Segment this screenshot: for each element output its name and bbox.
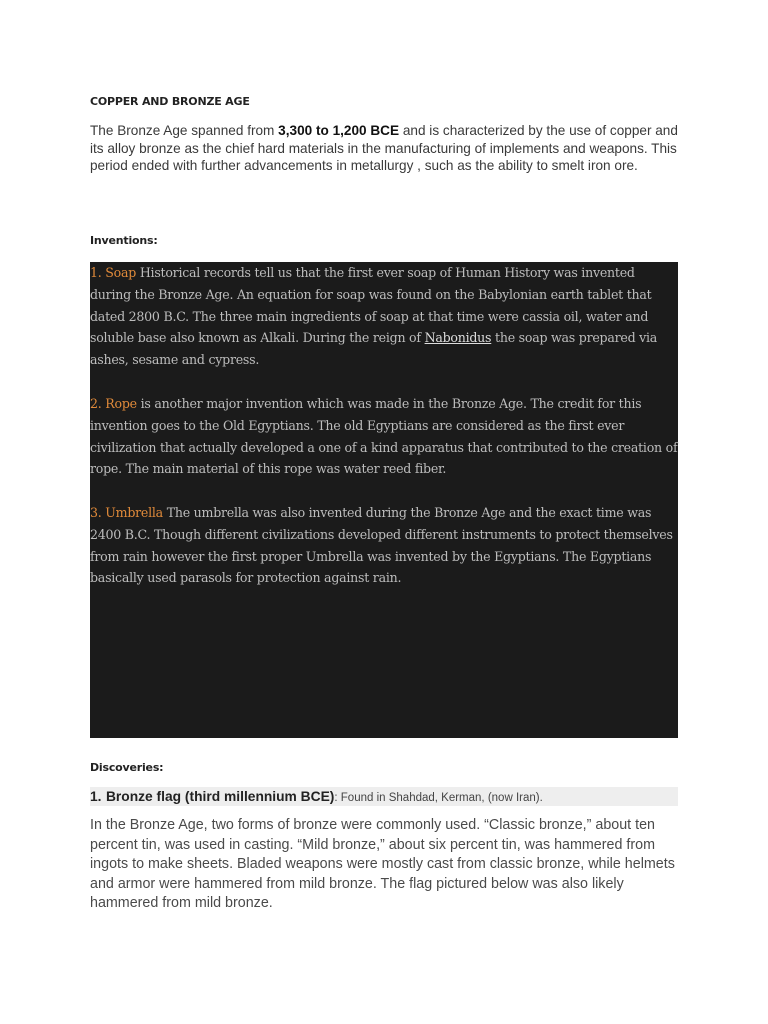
- invention-label: 3. Umbrella: [90, 505, 163, 520]
- invention-text: Historical records tell us that the first ever soap of Human History was invented during the Bronze Age. An equation for soap was found on the Babylonian earth tablet that dated 2800 B.C. The three main ingredients of soap at that time were cassia oil, water and soluble base also known as Alkali. During the reign of: [90, 265, 652, 346]
- invention-rope: [90, 393, 678, 480]
- document-title: COPPER AND BRONZE AGE: [90, 95, 250, 108]
- discoveries-heading: Discoveries:: [90, 761, 164, 774]
- intro-text-end: and is characterized by the use of copper and its alloy bronze as the chief hard materials in the manufacturing of implements and weapons. This period ended with further advancements in metallurgy , such as the ability to smelt iron ore.: [90, 123, 678, 173]
- intro-paragraph: [90, 122, 680, 175]
- invention-text: is another major invention which was made in the Bronze Age. The credit for this invention goes to the Old Egyptians. The old Egyptians are considered as the first ever civilization that actually developed a one of a kind apparatus that contributed to the creation of rope. The main material of this rope was water reed fiber.: [90, 396, 678, 477]
- invention-label: 1. Soap: [90, 265, 137, 280]
- invention-text-end: the soap was prepared via ashes, sesame and cypress.: [90, 330, 658, 368]
- inventions-panel: [90, 262, 678, 738]
- inventions-heading: Inventions:: [90, 234, 158, 247]
- intro-date-range: 3,300 to 1,200 BCE: [278, 123, 400, 138]
- invention-soap: [90, 262, 678, 371]
- intro-text-start: The Bronze Age spanned from: [90, 123, 279, 138]
- discovery-location: : Found in Shahdad, Kerman, (now Iran).: [334, 792, 543, 804]
- invention-label: 2. Rope: [90, 396, 137, 411]
- discovery-title: Bronze flag (third millennium BCE): [105, 789, 335, 804]
- invention-umbrella: [90, 502, 678, 589]
- invention-text: The umbrella was also invented during the Bronze Age and the exact time was 2400 B.C. Though different civilizations developed different instruments to protect themselves from rain however the first proper Umbrella was invented by the Egyptians. The Egyptians basically used parasols for protection against rain.: [90, 505, 673, 586]
- discovery-paragraph: In the Bronze Age, two forms of bronze were commonly used. “Classic bronze,” about ten percent tin, was used in casting. “Mild bronze,” about six percent tin, was hammered from ingots to make sheets. Bladed weapons were mostly cast from classic bronze, while helmets and armor were hammered from mild bronze. The flag pictured below was also likely hammered from mild bronze.: [90, 817, 675, 911]
- discovery-item-header: [90, 787, 678, 806]
- nabonidus-link[interactable]: Nabonidus: [424, 330, 492, 346]
- discovery-number: 1.: [90, 789, 102, 804]
